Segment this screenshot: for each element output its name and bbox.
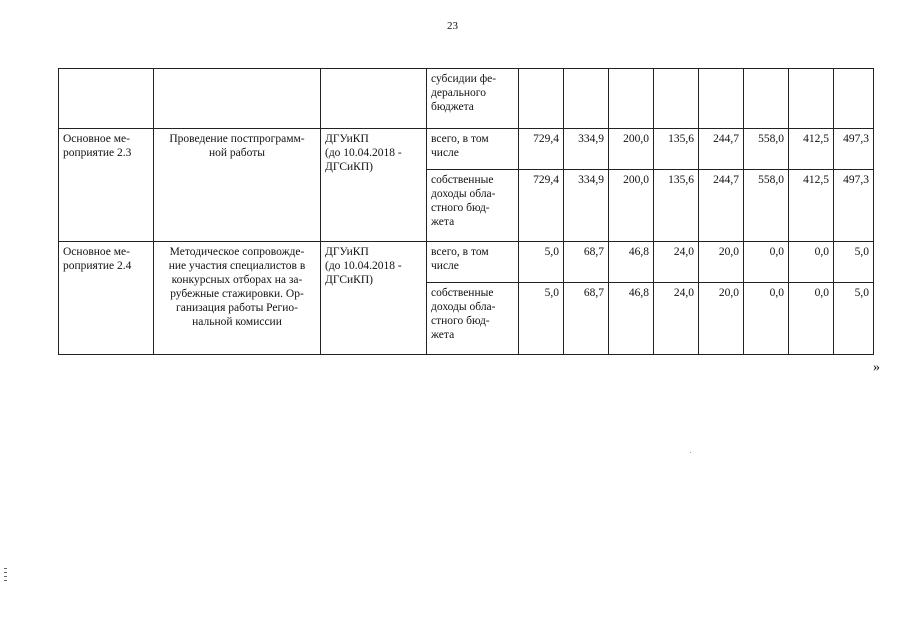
value-cell: 0,0 xyxy=(744,283,789,355)
funding-source-cell: всего, в том числе xyxy=(427,129,519,170)
funding-source-cell: всего, в том числе xyxy=(427,242,519,283)
value-cell: 729,4 xyxy=(519,129,564,170)
value-cell: 46,8 xyxy=(609,242,654,283)
table-row xyxy=(59,69,874,129)
value-cell: 5,0 xyxy=(834,242,874,283)
value-cell: 558,0 xyxy=(744,170,789,242)
margin-mark xyxy=(4,568,7,584)
closing-quote-mark: » xyxy=(873,360,880,375)
value-cell: 334,9 xyxy=(564,170,609,242)
description-cell: Методическое сопровожде- ние участия специалистов в конкурсных отборах на за- рубежные стажировки. Ор- ганизация работы Регио- нальной комиссии xyxy=(154,242,321,355)
funding-source-cell: собственные доходы обла- стного бюд- жета xyxy=(427,283,519,355)
value-cell: 497,3 xyxy=(834,170,874,242)
value-cell: 46,8 xyxy=(609,283,654,355)
executor-cell: ДГУиКП (до 10.04.2018 - ДГСиКП) xyxy=(321,129,427,242)
value-cell xyxy=(699,69,744,129)
funding-source-cell: собственные доходы обла- стного бюд- жета xyxy=(427,170,519,242)
value-cell: 135,6 xyxy=(654,170,699,242)
value-cell xyxy=(789,69,834,129)
value-cell xyxy=(834,69,874,129)
description-cell: Проведение постпрограмм- ной работы xyxy=(154,129,321,242)
value-cell xyxy=(744,69,789,129)
value-cell xyxy=(609,69,654,129)
value-cell: 0,0 xyxy=(789,283,834,355)
description-cell xyxy=(154,69,321,129)
value-cell: 20,0 xyxy=(699,242,744,283)
value-cell: 729,4 xyxy=(519,170,564,242)
value-cell: 5,0 xyxy=(519,242,564,283)
value-cell: 412,5 xyxy=(789,129,834,170)
value-cell: 135,6 xyxy=(654,129,699,170)
executor-cell: ДГУиКП (до 10.04.2018 - ДГСиКП) xyxy=(321,242,427,355)
value-cell: 200,0 xyxy=(609,170,654,242)
value-cell xyxy=(519,69,564,129)
value-cell: 0,0 xyxy=(789,242,834,283)
executor-cell xyxy=(321,69,427,129)
page-number: 23 xyxy=(447,20,458,32)
measure-cell xyxy=(59,69,154,129)
value-cell: 68,7 xyxy=(564,242,609,283)
value-cell: 24,0 xyxy=(654,242,699,283)
value-cell: 334,9 xyxy=(564,129,609,170)
budget-table xyxy=(58,68,874,355)
measure-cell: Основное ме- роприятие 2.4 xyxy=(59,242,154,355)
value-cell: 68,7 xyxy=(564,283,609,355)
value-cell: 20,0 xyxy=(699,283,744,355)
value-cell: 412,5 xyxy=(789,170,834,242)
value-cell: 200,0 xyxy=(609,129,654,170)
value-cell: 244,7 xyxy=(699,170,744,242)
funding-source-cell: субсидии фе- дерального бюджета xyxy=(427,69,519,129)
table-row xyxy=(59,242,874,283)
scan-speck xyxy=(690,452,691,453)
value-cell: 497,3 xyxy=(834,129,874,170)
value-cell: 5,0 xyxy=(519,283,564,355)
value-cell: 244,7 xyxy=(699,129,744,170)
value-cell: 0,0 xyxy=(744,242,789,283)
value-cell: 558,0 xyxy=(744,129,789,170)
value-cell: 5,0 xyxy=(834,283,874,355)
measure-cell: Основное ме- роприятие 2.3 xyxy=(59,129,154,242)
value-cell xyxy=(654,69,699,129)
value-cell xyxy=(564,69,609,129)
table-row xyxy=(59,129,874,170)
value-cell: 24,0 xyxy=(654,283,699,355)
